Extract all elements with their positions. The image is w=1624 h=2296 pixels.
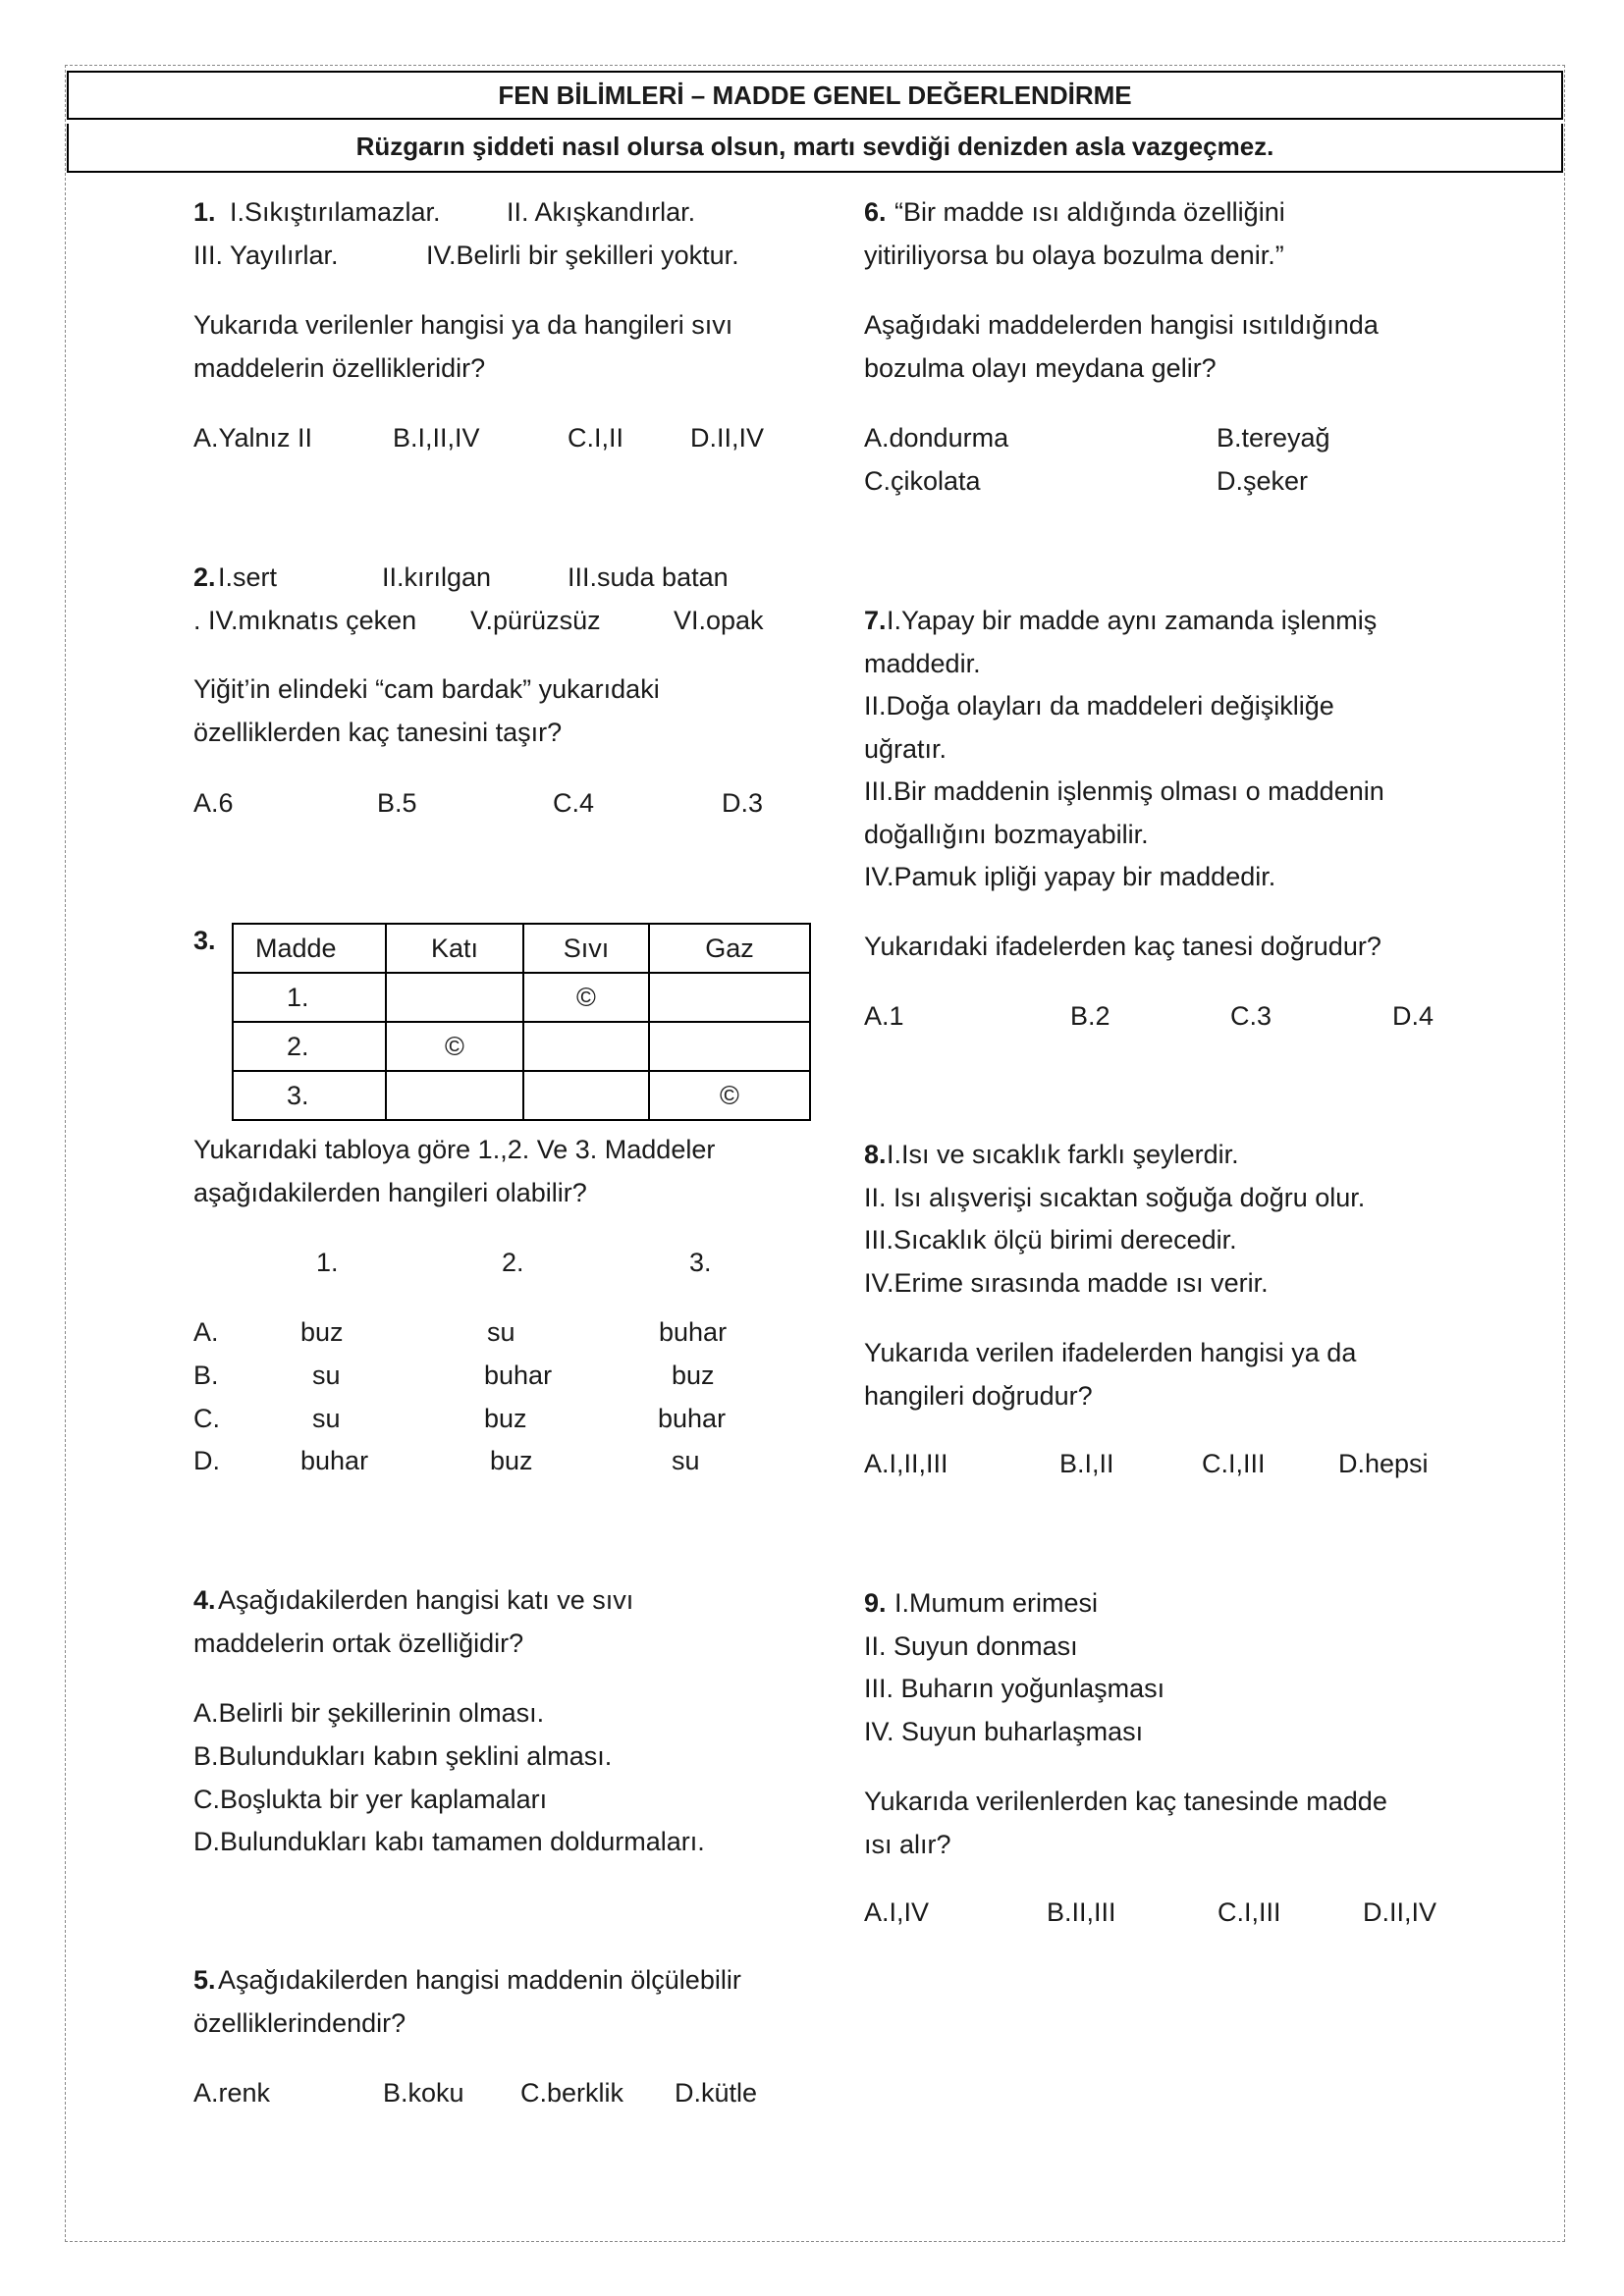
option-value: buhar (484, 1361, 553, 1390)
table-cell: © (649, 1071, 810, 1120)
table-cell: 2. (233, 1022, 386, 1071)
statement: V.pürüzsüz (470, 606, 601, 635)
statement: IV. Suyun buharlaşması (864, 1717, 1144, 1746)
option-a: A.Belirli bir şekillerinin olması. (193, 1698, 545, 1728)
option-letter: B. (193, 1361, 219, 1390)
question-stem: bozulma olayı meydana gelir? (864, 353, 1217, 383)
table-header-row (233, 924, 810, 973)
option-value: buz (484, 1404, 527, 1433)
question-stem: maddelerin özellikleridir? (193, 353, 486, 383)
table-cell (649, 1022, 810, 1071)
statement: III.Sıcaklık ölçü birimi derecedir. (864, 1225, 1237, 1255)
option-d: D.II,IV (1363, 1897, 1437, 1927)
column-label: 3. (689, 1248, 712, 1277)
question-stem: Aşağıdakilerden hangisi maddenin ölçülebilir (218, 1965, 741, 1995)
option-value: buhar (300, 1446, 369, 1475)
statement: II. Suyun donması (864, 1631, 1078, 1661)
question-stem: Yukarıda verilen ifadelerden hangisi ya da (864, 1338, 1357, 1367)
statement: I.sert (218, 562, 278, 592)
option-c: C.I,III (1218, 1897, 1281, 1927)
question-stem: özelliklerindendir? (193, 2008, 406, 2038)
option-value: su (312, 1361, 341, 1390)
option-letter: D. (193, 1446, 220, 1475)
option-b: B.I,II (1059, 1449, 1114, 1478)
option-letter: C. (193, 1404, 220, 1433)
question-stem: Yukarıdaki tabloya göre 1.,2. Ve 3. Maddeler (193, 1135, 716, 1164)
question-number: 9. (864, 1588, 887, 1618)
question-stem: Yukarıda verilenlerden kaç tanesinde madde (864, 1787, 1387, 1816)
option-d: D.hepsi (1338, 1449, 1429, 1478)
table-cell (386, 1071, 523, 1120)
option-d: D.II,IV (690, 423, 765, 453)
option-value: buz (490, 1446, 533, 1475)
option-d: D.kütle (675, 2078, 758, 2108)
statement: I.Yapay bir madde aynı zamanda işlenmiş (887, 606, 1378, 635)
question-number: 6. (864, 197, 887, 227)
option-value: buz (672, 1361, 715, 1390)
statement: III.suda batan (568, 562, 729, 592)
table-cell: © (386, 1022, 523, 1071)
option-a: A.I,II,III (864, 1449, 948, 1478)
question-number: 1. (193, 197, 216, 227)
table-cell: © (523, 973, 649, 1022)
option-value: su (487, 1317, 515, 1347)
question-number: 4. (193, 1585, 216, 1615)
matter-state-table (232, 923, 811, 1121)
table-row (233, 1071, 810, 1120)
table-cell: 1. (233, 973, 386, 1022)
question-stem: özelliklerden kaç tanesini taşır? (193, 718, 563, 747)
option-value: su (672, 1446, 700, 1475)
table-cell (523, 1071, 649, 1120)
statement: doğallığını bozmayabilir. (864, 820, 1149, 849)
statement: VI.opak (674, 606, 764, 635)
statement: IV.Pamuk ipliği yapay bir maddedir. (864, 862, 1276, 891)
question-stem: Yiğit’in elindeki “cam bardak” yukarıdaki (193, 674, 660, 704)
option-b: B.koku (383, 2078, 464, 2108)
worksheet-title: FEN BİLİMLERİ – MADDE GENEL DEĞERLENDİRME (67, 71, 1563, 120)
option-a: A.6 (193, 788, 234, 818)
table-header-cell: Katı (386, 924, 523, 973)
question-stem: Yukarıdaki ifadelerden kaç tanesi doğrudur? (864, 932, 1381, 961)
option-value: buhar (658, 1404, 727, 1433)
option-d: D.şeker (1217, 466, 1309, 496)
option-a: A.1 (864, 1001, 904, 1031)
option-b: B.2 (1070, 1001, 1110, 1031)
table-row (233, 1022, 810, 1071)
option-b: B.I,II,IV (393, 423, 480, 453)
statement: I.Mumum erimesi (894, 1588, 1099, 1618)
statement: IV.Erime sırasında madde ısı verir. (864, 1268, 1269, 1298)
statement: III.Bir maddenin işlenmiş olması o maddenin (864, 776, 1384, 806)
question-stem: ısı alır? (864, 1830, 951, 1859)
statement: II. Isı alışverişi sıcaktan soğuğa doğru olur. (864, 1183, 1366, 1212)
option-a: A.dondurma (864, 423, 1009, 453)
question-stem: Aşağıdakilerden hangisi katı ve sıvı (218, 1585, 634, 1615)
option-d: D.4 (1392, 1001, 1435, 1031)
question-stem: maddelerin ortak özelliğidir? (193, 1629, 524, 1658)
question-stem: Aşağıdaki maddelerden hangisi ısıtıldığında (864, 310, 1379, 340)
option-a: A.I,IV (864, 1897, 930, 1927)
option-b: B.II,III (1047, 1897, 1116, 1927)
option-c: C.I,III (1202, 1449, 1266, 1478)
option-d: D.3 (722, 788, 764, 818)
table-cell (649, 973, 810, 1022)
statement: I.Sıkıştırılamazlar. (230, 197, 441, 227)
statement: II. Akışkandırlar. (507, 197, 696, 227)
table-header-cell: Sıvı (523, 924, 649, 973)
table-header-cell: Madde (233, 924, 386, 973)
option-value: buhar (659, 1317, 728, 1347)
table-cell (386, 973, 523, 1022)
statement: “Bir madde ısı aldığında özelliğini (894, 197, 1285, 227)
statement: IV.Belirli bir şekilleri yoktur. (426, 240, 739, 270)
option-c: C.4 (553, 788, 595, 818)
table-row (233, 973, 810, 1022)
question-stem: aşağıdakilerden hangileri olabilir? (193, 1178, 587, 1207)
option-b: B.5 (377, 788, 417, 818)
option-c: C.berklik (520, 2078, 624, 2108)
motto: Rüzgarın şiddeti nasıl olursa olsun, martı sevdiği denizden asla vazgeçmez. (67, 124, 1563, 173)
statement: II.Doğa olayları da maddeleri değişikliğe (864, 691, 1334, 721)
table-cell (523, 1022, 649, 1071)
option-value: su (312, 1404, 341, 1433)
column-label: 1. (316, 1248, 339, 1277)
question-number: 3. (193, 926, 216, 955)
statement: uğratır. (864, 734, 947, 764)
column-label: 2. (502, 1248, 524, 1277)
statement: III. Yayılırlar. (193, 240, 339, 270)
option-c: C.I,II (568, 423, 624, 453)
option-b: B.Bulundukları kabın şeklini alması. (193, 1741, 613, 1771)
question-number: 7. (864, 606, 887, 635)
option-d: D.Bulundukları kabı tamamen doldurmaları. (193, 1827, 705, 1856)
option-value: buz (300, 1317, 344, 1347)
table-header-cell: Gaz (649, 924, 810, 973)
statement: maddedir. (864, 649, 981, 678)
table-cell: 3. (233, 1071, 386, 1120)
statement: yitiriliyorsa bu olaya bozulma denir.” (864, 240, 1284, 270)
question-number: 8. (864, 1140, 887, 1169)
option-b: B.tereyağ (1217, 423, 1330, 453)
option-letter: A. (193, 1317, 219, 1347)
statement: I.Isı ve sıcaklık farklı şeylerdir. (887, 1140, 1239, 1169)
option-a: A.renk (193, 2078, 271, 2108)
statement: II.kırılgan (382, 562, 492, 592)
option-c: C.3 (1230, 1001, 1272, 1031)
option-c: C.çikolata (864, 466, 981, 496)
statement: III. Buharın yoğunlaşması (864, 1674, 1165, 1703)
question-number: 5. (193, 1965, 216, 1995)
statement: . IV.mıknatıs çeken (193, 606, 417, 635)
question-stem: Yukarıda verilenler hangisi ya da hangileri sıvı (193, 310, 733, 340)
option-a: A.Yalnız II (193, 423, 313, 453)
option-c: C.Boşlukta bir yer kaplamaları (193, 1785, 548, 1814)
question-stem: hangileri doğrudur? (864, 1381, 1093, 1411)
question-number: 2. (193, 562, 216, 592)
